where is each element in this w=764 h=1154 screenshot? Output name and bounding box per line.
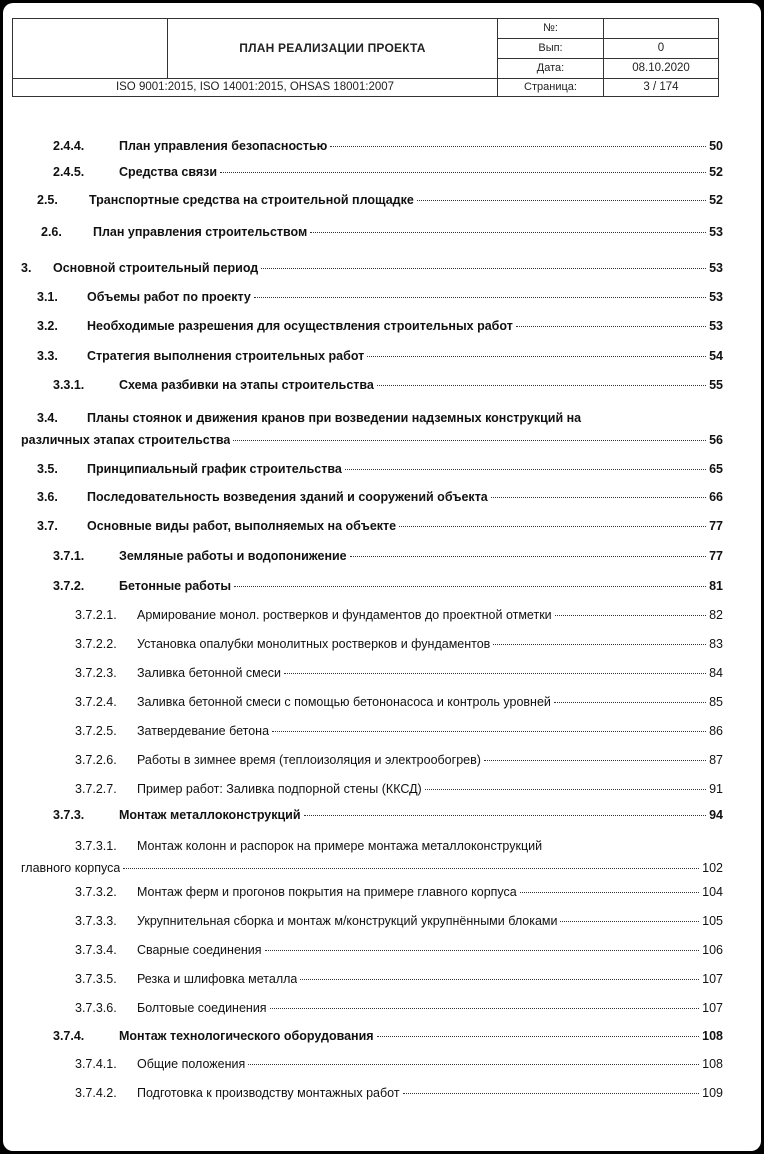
toc-title: Монтаж колонн и распорок на примере монтажа металлоконструкций <box>137 839 543 853</box>
toc-entry[interactable] <box>21 261 723 279</box>
toc-page: 53 <box>709 319 723 333</box>
toc-entry[interactable] <box>53 549 723 567</box>
toc-leader <box>367 356 706 357</box>
toc-title: Работы в зимнее время (теплоизоляция и электрообогрев) <box>137 753 481 767</box>
revision-value: 0 <box>604 39 719 59</box>
toc-title: Укрупнительная сборка и монтаж м/конструкций укрупнёнными блоками <box>137 914 558 928</box>
toc-title: Последовательность возведения зданий и сооружений объекта <box>87 490 488 504</box>
toc-number: 3.7.3. <box>53 808 85 822</box>
toc-leader <box>350 556 706 557</box>
toc-title: Армирование монол. ростверков и фундаментов до проектной отметки <box>137 608 552 622</box>
toc-entry[interactable] <box>37 519 723 537</box>
toc-leader <box>272 731 706 732</box>
toc-entry[interactable] <box>53 579 723 597</box>
toc-title: Сварные соединения <box>137 943 262 957</box>
toc-title: Основной строительный период <box>53 261 259 275</box>
toc-title: Подготовка к производству монтажных работ <box>137 1086 400 1100</box>
toc-page: 106 <box>702 943 723 957</box>
toc-leader <box>270 1008 700 1009</box>
toc-leader <box>248 1064 699 1065</box>
toc-entry[interactable] <box>37 319 723 337</box>
toc-number: 3.7.2.5. <box>75 724 117 738</box>
toc-page: 81 <box>709 579 723 593</box>
toc-title: Средства связи <box>119 165 218 179</box>
toc-title: Основные виды работ, выполняемых на объекте <box>87 519 397 533</box>
toc-entry[interactable] <box>37 490 723 508</box>
toc-leader <box>284 673 706 674</box>
date-value: 08.10.2020 <box>604 59 719 79</box>
toc-page: 50 <box>709 139 723 153</box>
toc-leader <box>520 892 699 893</box>
toc-leader <box>310 232 706 233</box>
page-value: 3 / 174 <box>604 79 719 97</box>
toc-number: 3.7.3.3. <box>75 914 117 928</box>
toc-number: 3.5. <box>37 462 58 476</box>
toc-entry[interactable] <box>75 1057 723 1075</box>
toc-title: План управления безопасностью <box>119 139 328 153</box>
toc-number: 3.7.2.6. <box>75 753 117 767</box>
toc-entry[interactable] <box>75 695 723 713</box>
toc-page: 86 <box>709 724 723 738</box>
toc-leader <box>560 921 699 922</box>
toc-title: Установка опалубки монолитных ростверков и фундаментов <box>137 637 491 651</box>
toc-page: 53 <box>709 225 723 239</box>
toc-page: 52 <box>709 193 723 207</box>
toc-number: 3.7.2. <box>53 579 85 593</box>
toc-leader <box>261 268 706 269</box>
toc-title: Монтаж технологического оборудования <box>119 1029 374 1043</box>
toc-entry[interactable] <box>53 378 723 396</box>
toc-page: 84 <box>709 666 723 680</box>
toc-leader <box>254 297 706 298</box>
toc-entry[interactable] <box>75 782 723 800</box>
toc-entry[interactable] <box>75 885 723 903</box>
toc-leader <box>516 326 706 327</box>
toc-page: 77 <box>709 549 723 563</box>
toc-number: 3.7.2.2. <box>75 637 117 651</box>
toc-number: 3.7.2.4. <box>75 695 117 709</box>
header-table <box>12 18 719 97</box>
toc-entry[interactable] <box>75 637 723 655</box>
toc-page: 66 <box>709 490 723 504</box>
toc-number: 3.2. <box>37 319 58 333</box>
toc-number: 3.3.1. <box>53 378 85 392</box>
toc-title: Заливка бетонной смеси с помощью бетононасоса и контроль уровней <box>137 695 551 709</box>
toc-entry[interactable] <box>37 193 723 211</box>
toc-leader <box>233 440 706 441</box>
toc-page: 83 <box>709 637 723 651</box>
toc-entry[interactable] <box>75 666 723 684</box>
toc-entry-line2 <box>21 857 723 879</box>
toc-title: Заливка бетонной смеси <box>137 666 281 680</box>
toc-leader <box>417 200 706 201</box>
toc-number: 3. <box>21 261 32 275</box>
toc-title: Резка и шлифовка металла <box>137 972 298 986</box>
toc-number: 3.7.2.7. <box>75 782 117 796</box>
toc-entry[interactable] <box>53 1029 723 1047</box>
toc-leader <box>377 1036 700 1037</box>
toc-leader <box>493 644 706 645</box>
toc-title: Схема разбивки на этапы строительства <box>119 378 374 392</box>
toc-page: 52 <box>709 165 723 179</box>
toc-leader <box>300 979 699 980</box>
toc-leader <box>377 385 706 386</box>
toc-leader <box>399 526 706 527</box>
toc-leader <box>555 615 706 616</box>
toc-page: 53 <box>709 261 723 275</box>
toc-page: 94 <box>709 808 723 822</box>
toc-entry-line1 <box>21 407 723 429</box>
toc-number: 2.4.5. <box>53 165 85 179</box>
toc-title-continued: главного корпуса <box>21 861 121 875</box>
toc-number: 3.3. <box>37 349 58 363</box>
toc-entry[interactable] <box>21 835 723 879</box>
toc-number: 3.7.3.6. <box>75 1001 117 1015</box>
toc-page: 108 <box>702 1029 723 1043</box>
toc-title: Транспортные средства на строительной площадке <box>89 193 414 207</box>
toc-leader <box>265 950 700 951</box>
toc-page: 104 <box>702 885 723 899</box>
toc-page: 53 <box>709 290 723 304</box>
toc-entry[interactable] <box>21 407 723 451</box>
toc-number: 2.6. <box>41 225 62 239</box>
toc-leader <box>484 760 706 761</box>
toc-number: 3.7.3.2. <box>75 885 117 899</box>
toc-title: Бетонные работы <box>119 579 231 593</box>
toc-page: 105 <box>702 914 723 928</box>
toc-page: 109 <box>702 1086 723 1100</box>
toc-leader <box>220 172 706 173</box>
toc-page: 82 <box>709 608 723 622</box>
logo-cell <box>13 19 168 79</box>
number-label: №: <box>498 19 604 39</box>
toc-title: Планы стоянок и движения кранов при возведении надземных конструкций на <box>87 411 582 425</box>
toc-page: 87 <box>709 753 723 767</box>
toc-page: 65 <box>709 462 723 476</box>
toc-leader <box>345 469 706 470</box>
toc-entry[interactable] <box>37 290 723 308</box>
toc-page: 102 <box>702 861 723 875</box>
toc-number: 3.7.3.4. <box>75 943 117 957</box>
toc-number: 3.7.4.1. <box>75 1057 117 1071</box>
page-label: Страница: <box>498 79 604 97</box>
toc-number: 3.1. <box>37 290 58 304</box>
toc-number: 3.7.2.1. <box>75 608 117 622</box>
toc-number: 3.7.4.2. <box>75 1086 117 1100</box>
toc-entry[interactable] <box>75 753 723 771</box>
document-page <box>3 3 761 1151</box>
toc-entry[interactable] <box>75 943 723 961</box>
toc-entry[interactable] <box>75 1086 723 1104</box>
toc-page: 108 <box>702 1057 723 1071</box>
toc-title: План управления строительством <box>93 225 308 239</box>
toc-number: 2.5. <box>37 193 58 207</box>
toc-entry[interactable] <box>75 1001 723 1019</box>
number-value <box>604 19 719 39</box>
toc-entry[interactable] <box>75 972 723 990</box>
toc-leader <box>234 586 706 587</box>
toc-leader <box>425 789 706 790</box>
toc-title-continued: различных этапах строительства <box>21 433 231 447</box>
toc-page: 85 <box>709 695 723 709</box>
toc-number: 3.7. <box>37 519 58 533</box>
toc-page: 107 <box>702 972 723 986</box>
toc-title: Принципиальный график строительства <box>87 462 342 476</box>
document-title: ПЛАН РЕАЛИЗАЦИИ ПРОЕКТА <box>168 19 498 79</box>
toc-page: 91 <box>709 782 723 796</box>
toc-title: Стратегия выполнения строительных работ <box>87 349 365 363</box>
toc-leader <box>123 868 699 869</box>
toc-entry[interactable] <box>75 724 723 742</box>
date-label: Дата: <box>498 59 604 79</box>
toc-number: 3.7.3.1. <box>75 839 117 853</box>
toc-number: 3.6. <box>37 490 58 504</box>
toc-entry[interactable] <box>41 225 723 243</box>
toc-title: Болтовые соединения <box>137 1001 267 1015</box>
toc-number: 3.4. <box>37 411 58 425</box>
toc-title: Объемы работ по проекту <box>87 290 251 304</box>
toc-entry-line2 <box>21 429 723 451</box>
toc-entry[interactable] <box>37 349 723 367</box>
toc-leader <box>304 815 707 816</box>
toc-page: 54 <box>709 349 723 363</box>
toc-leader <box>554 702 706 703</box>
toc-title: Затвердевание бетона <box>137 724 270 738</box>
toc-entry[interactable] <box>53 808 723 826</box>
toc-leader <box>491 497 706 498</box>
toc-entry[interactable] <box>75 608 723 626</box>
toc-leader <box>403 1093 700 1094</box>
revision-label: Вып: <box>498 39 604 59</box>
toc-number: 3.7.2.3. <box>75 666 117 680</box>
toc-title: Земляные работы и водопонижение <box>119 549 347 563</box>
toc-title: Монтаж металлоконструкций <box>119 808 301 822</box>
toc-entry[interactable] <box>75 914 723 932</box>
toc-entry[interactable] <box>37 462 723 480</box>
toc-title: Монтаж ферм и прогонов покрытия на примере главного корпуса <box>137 885 517 899</box>
toc-page: 107 <box>702 1001 723 1015</box>
toc-entry-line1 <box>21 835 723 857</box>
toc-number: 3.7.4. <box>53 1029 85 1043</box>
toc-leader <box>330 146 706 147</box>
toc-page: 56 <box>709 433 723 447</box>
toc-page: 77 <box>709 519 723 533</box>
toc-entry[interactable] <box>53 165 723 183</box>
toc-title: Необходимые разрешения для осуществления строительных работ <box>87 319 513 333</box>
standards-line: ISO 9001:2015, ISO 14001:2015, OHSAS 18001:2007 <box>13 79 498 97</box>
toc-title: Пример работ: Заливка подпорной стены (ККСД) <box>137 782 422 796</box>
toc-entry[interactable] <box>53 139 723 157</box>
toc-number: 3.7.3.5. <box>75 972 117 986</box>
toc-page: 55 <box>709 378 723 392</box>
toc-number: 3.7.1. <box>53 549 85 563</box>
toc-number: 2.4.4. <box>53 139 85 153</box>
toc-title: Общие положения <box>137 1057 246 1071</box>
